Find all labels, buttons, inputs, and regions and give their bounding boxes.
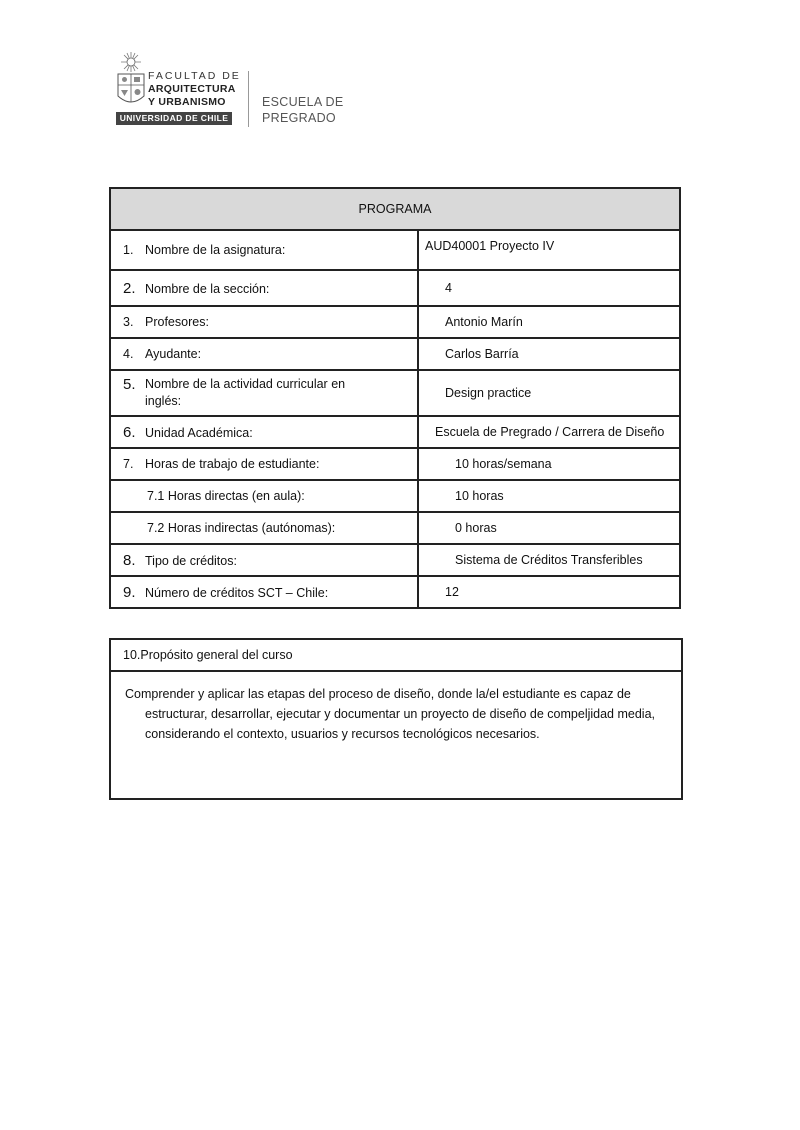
university-name-bar: UNIVERSIDAD DE CHILE [116, 112, 232, 125]
row-label: 1. Nombre de la asignatura: [110, 230, 418, 270]
table-row [110, 448, 680, 480]
row-value: Design practice [418, 370, 680, 416]
row-label: 9. Número de créditos SCT – Chile: [110, 576, 418, 608]
table-row [110, 544, 680, 576]
table-row [110, 576, 680, 608]
row-value: 10 horas/semana [418, 448, 680, 480]
row-label: 2. Nombre de la sección: [110, 270, 418, 306]
row-label: 5. Nombre de la actividad curricular en inglés: [110, 370, 418, 416]
table-row [110, 512, 680, 544]
faculty-line1: FACULTAD DE [148, 70, 241, 82]
row-label: 7.1 Horas directas (en aula): [110, 480, 418, 512]
table-row [110, 338, 680, 370]
school-line1: ESCUELA DE [262, 95, 344, 109]
purpose-text: Comprender y aplicar las etapas del proceso de diseño, donde la/el estudiante es capaz de estructurar, desarrollar, ejecutar y documentar un proyecto de diseño de compeljidad media, considerando el contexto, usuarios y recursos tecnológicos necesarios. [125, 687, 656, 741]
row-value: 10 horas [418, 480, 680, 512]
row-value: AUD40001 Proyecto IV [418, 230, 680, 270]
purpose-body [110, 671, 682, 799]
table-row [110, 230, 680, 270]
row-label: 6. Unidad Académica: [110, 416, 418, 448]
faculty-line2: ARQUITECTURA [148, 83, 236, 95]
faculty-name [148, 70, 241, 109]
school-line2: PREGRADO [262, 111, 336, 125]
row-value: 4 [418, 270, 680, 306]
faculty-line3: Y URBANISMO [148, 96, 226, 108]
program-title: PROGRAMA [110, 188, 680, 230]
header-divider [248, 71, 249, 127]
table-row [110, 370, 680, 416]
row-value: Escuela de Pregrado / Carrera de Diseño [418, 416, 680, 448]
program-table [109, 187, 681, 609]
row-label: 8. Tipo de créditos: [110, 544, 418, 576]
row-label: 7.2 Horas indirectas (autónomas): [110, 512, 418, 544]
table-row [110, 306, 680, 338]
row-value: 0 horas [418, 512, 680, 544]
row-label: 7. Horas de trabajo de estudiante: [110, 448, 418, 480]
table-row [110, 270, 680, 306]
school-name [262, 94, 344, 126]
table-row [110, 416, 680, 448]
row-value: Carlos Barría [418, 338, 680, 370]
row-value: 12 [418, 576, 680, 608]
table-row [110, 480, 680, 512]
row-label: 3. Profesores: [110, 306, 418, 338]
purpose-title: 10.Propósito general del curso [110, 639, 682, 671]
row-value: Antonio Marín [418, 306, 680, 338]
row-label: 4. Ayudante: [110, 338, 418, 370]
row-value: Sistema de Créditos Transferibles [418, 544, 680, 576]
purpose-box [109, 638, 683, 800]
